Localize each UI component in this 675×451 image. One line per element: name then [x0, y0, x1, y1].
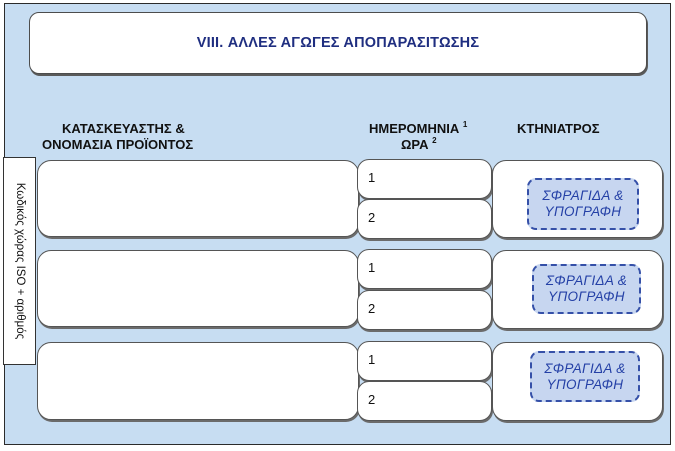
- section-title-box: [29, 12, 647, 74]
- country-code-side-tab: [3, 157, 36, 365]
- time-slot-number: 2: [368, 392, 376, 407]
- time-slot-number: 2: [368, 301, 376, 316]
- stamp-line2: ΥΠΟΓΡΑΦΗ: [548, 289, 625, 304]
- date-time-header: [369, 121, 467, 153]
- date-slot-row-1[interactable]: [357, 159, 492, 199]
- stamp-line1: ΣΦΡΑΓΙΔΑ &: [545, 273, 628, 288]
- stamp-signature-placeholder-3: [530, 351, 640, 402]
- date-slot-number: 1: [368, 352, 376, 367]
- manufacturer-header: [42, 121, 194, 153]
- time-slot-row-1[interactable]: [357, 199, 492, 239]
- country-code-label: Κωδικός χώρας ISO + αριθμός: [13, 182, 26, 340]
- manufacturer-header-line1: ΚΑΤΑΣΚΕΥΑΣΤΗΣ &: [62, 121, 185, 136]
- time-slot-row-2[interactable]: [357, 290, 492, 330]
- date-slot-row-3[interactable]: [357, 341, 492, 381]
- stamp-signature-placeholder-1: [527, 178, 639, 230]
- product-field-row-3[interactable]: [37, 342, 359, 420]
- time-footnote-marker: 2: [432, 135, 437, 145]
- time-slot-row-3[interactable]: [357, 381, 492, 421]
- stamp-line2: ΥΠΟΓΡΑΦΗ: [546, 376, 624, 392]
- stamp-line2: ΥΠΟΓΡΑΦΗ: [544, 204, 622, 219]
- vet-header: ΚΤΗΝΙΑΤΡΟΣ: [517, 121, 600, 136]
- date-slot-number: 1: [368, 170, 376, 185]
- stamp-line1: ΣΦΡΑΓΙΔΑ &: [544, 360, 626, 376]
- time-header-label: ΩΡΑ: [401, 137, 429, 152]
- date-header-label: ΗΜΕΡΟΜΗΝΙΑ: [369, 121, 460, 136]
- manufacturer-header-line2: ΟΝΟΜΑΣΙΑ ΠΡΟΪΟΝΤΟΣ: [42, 137, 194, 152]
- product-field-row-1[interactable]: [37, 160, 359, 237]
- section-title: VIII. ΑΛΛΕΣ ΑΓΩΓΕΣ ΑΠΟΠΑΡΑΣΙΤΩΣΗΣ: [196, 35, 480, 51]
- date-slot-row-2[interactable]: [357, 249, 492, 289]
- stamp-line1: ΣΦΡΑΓΙΔΑ &: [542, 188, 624, 203]
- date-slot-number: 1: [368, 260, 376, 275]
- date-footnote-marker: 1: [462, 119, 468, 129]
- stamp-signature-placeholder-2: [532, 264, 641, 314]
- product-field-row-2[interactable]: [37, 250, 359, 327]
- time-slot-number: 2: [368, 210, 376, 225]
